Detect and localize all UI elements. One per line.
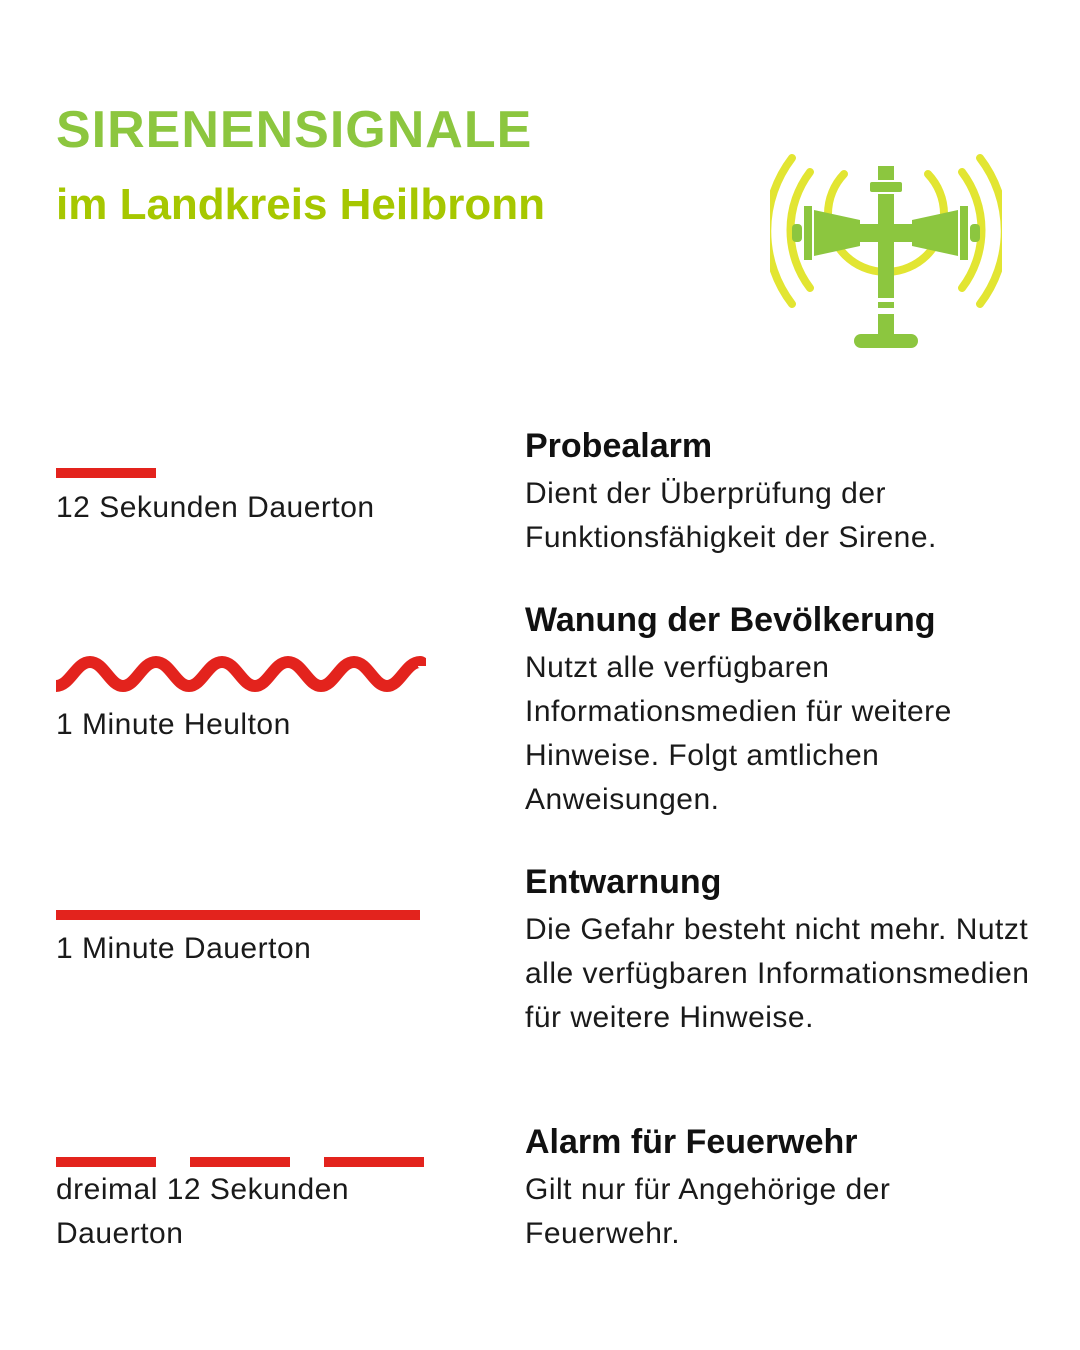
signal-title: Alarm für Feuerwehr	[525, 1123, 858, 1161]
long-tone-pattern	[56, 910, 426, 924]
signal-description: Nutzt alle verfügbaren Informationsmedien für weitere Hinweise. Folgt amtlichen Anweisungen.	[525, 651, 952, 816]
signal-title: Wanung der Bevölkerung	[525, 601, 936, 639]
signal-description: Die Gefahr besteht nicht mehr. Nutzt alle verfügbaren Informationsmedien für weitere Hinweise.	[525, 913, 1030, 1034]
signal-pattern-label: 1 Minute Heulton	[56, 708, 291, 741]
signal-description: Dient der Überprüfung der Funktionsfähigkeit der Sirene.	[525, 477, 937, 554]
signal-pattern-label: 12 Sekunden Dauerton	[56, 491, 375, 524]
signal-description: Gilt nur für Angehörige der Feuerwehr.	[525, 1173, 891, 1250]
signal-title: Entwarnung	[525, 863, 722, 901]
siren-icon	[770, 148, 1002, 354]
signal-pattern-label: 1 Minute Dauerton	[56, 932, 312, 965]
signal-pattern-label: dreimal 12 Sekunden Dauerton	[56, 1173, 350, 1250]
page-subtitle: im Landkreis Heilbronn	[56, 180, 545, 229]
short-tone-pattern	[56, 468, 166, 482]
page-title: SIRENENSIGNALE	[56, 101, 533, 159]
wave-tone-pattern	[56, 652, 426, 698]
signal-title: Probealarm	[525, 427, 713, 465]
